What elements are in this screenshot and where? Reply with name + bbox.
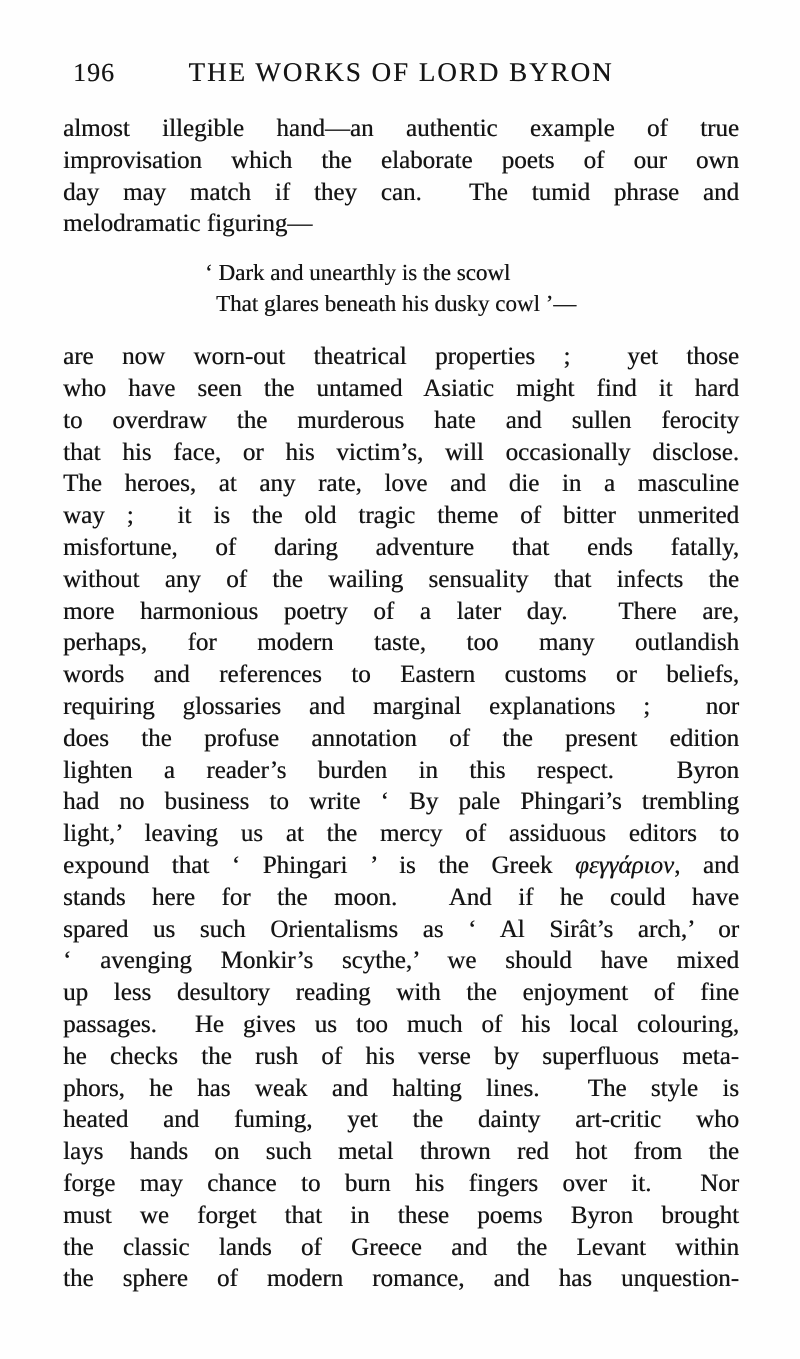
text-line: requiring glossaries and marginal explanations ; nor xyxy=(63,692,739,720)
text-line: are now worn-out theatrical properties ; yet those xyxy=(63,343,739,371)
text-line: the classic lands of Greece and the Levant within xyxy=(63,1233,739,1261)
text-line: melodramatic figuring— xyxy=(63,210,313,238)
text-line: spared us such Orientalisms as ‘ Al Sirât’s arch,’ or xyxy=(63,915,739,943)
text-line: perhaps, for modern taste, too many outlandish xyxy=(63,629,739,657)
verse-quote xyxy=(205,257,739,319)
opening-paragraph xyxy=(63,113,739,240)
text-line: way ; it is the old tragic theme of bitter unmerited xyxy=(63,502,739,530)
text-line: expound that ‘ Phingari ’ is the Greek φεγγάριον, and xyxy=(63,851,739,879)
text-line: misfortune, of daring adventure that ends fatally, xyxy=(63,533,739,561)
page-number: 196 xyxy=(73,58,115,87)
text-line: to overdraw the murderous hate and sullen ferocity xyxy=(63,406,739,434)
text-line: that his face, or his victim’s, will occasionally disclose. xyxy=(63,438,739,466)
text-line: day may match if they can. The tumid phrase and xyxy=(63,178,739,206)
text-line: light,’ leaving us at the mercy of assiduous editors to xyxy=(63,820,739,848)
text-line: the sphere of modern romance, and has unquestion- xyxy=(63,1265,739,1293)
main-paragraph xyxy=(63,341,739,1295)
text-line: does the profuse annotation of the present edition xyxy=(63,724,739,752)
text-line: stands here for the moon. And if he could have xyxy=(63,883,739,911)
text-line: heated and fuming, yet the dainty art-critic who xyxy=(63,1106,739,1134)
text-line: The heroes, at any rate, love and die in a masculine xyxy=(63,470,739,498)
text-line: lighten a reader’s burden in this respect. Byron xyxy=(63,756,739,784)
text-line: without any of the wailing sensuality that infects the xyxy=(63,565,739,593)
text-line: he checks the rush of his verse by superfluous meta- xyxy=(63,1042,739,1070)
text-line: words and references to Eastern customs or beliefs, xyxy=(63,661,739,689)
verse-line: That glares beneath his dusky cowl ’— xyxy=(216,291,577,317)
text-line: phors, he has weak and halting lines. The style is xyxy=(63,1074,739,1102)
text-line: almost illegible hand—an authentic example of true xyxy=(63,115,739,142)
verse-line: ‘ Dark and unearthly is the scowl xyxy=(205,260,511,286)
text-line: lays hands on such metal thrown red hot from the xyxy=(63,1138,739,1166)
text-line: more harmonious poetry of a later day. There are, xyxy=(63,597,739,625)
text-line: passages. He gives us too much of his local colouring, xyxy=(63,1010,739,1038)
text-line: must we forget that in these poems Byron brought xyxy=(63,1201,739,1229)
text-line: forge may chance to burn his fingers over it. Nor xyxy=(63,1169,739,1197)
page-header xyxy=(63,57,739,89)
text-line: had no business to write ‘ By pale Phingari’s trembling xyxy=(63,788,739,816)
text-line: improvisation which the elaborate poets of our own xyxy=(63,146,739,174)
text-line: ‘ avenging Monkir’s scythe,’ we should have mixed xyxy=(63,947,739,975)
text-line: up less desultory reading with the enjoyment of fine xyxy=(63,979,739,1007)
text-block xyxy=(63,113,739,1295)
text-line: who have seen the untamed Asiatic might find it hard xyxy=(63,374,739,402)
running-title: THE WORKS OF LORD BYRON xyxy=(188,57,614,87)
